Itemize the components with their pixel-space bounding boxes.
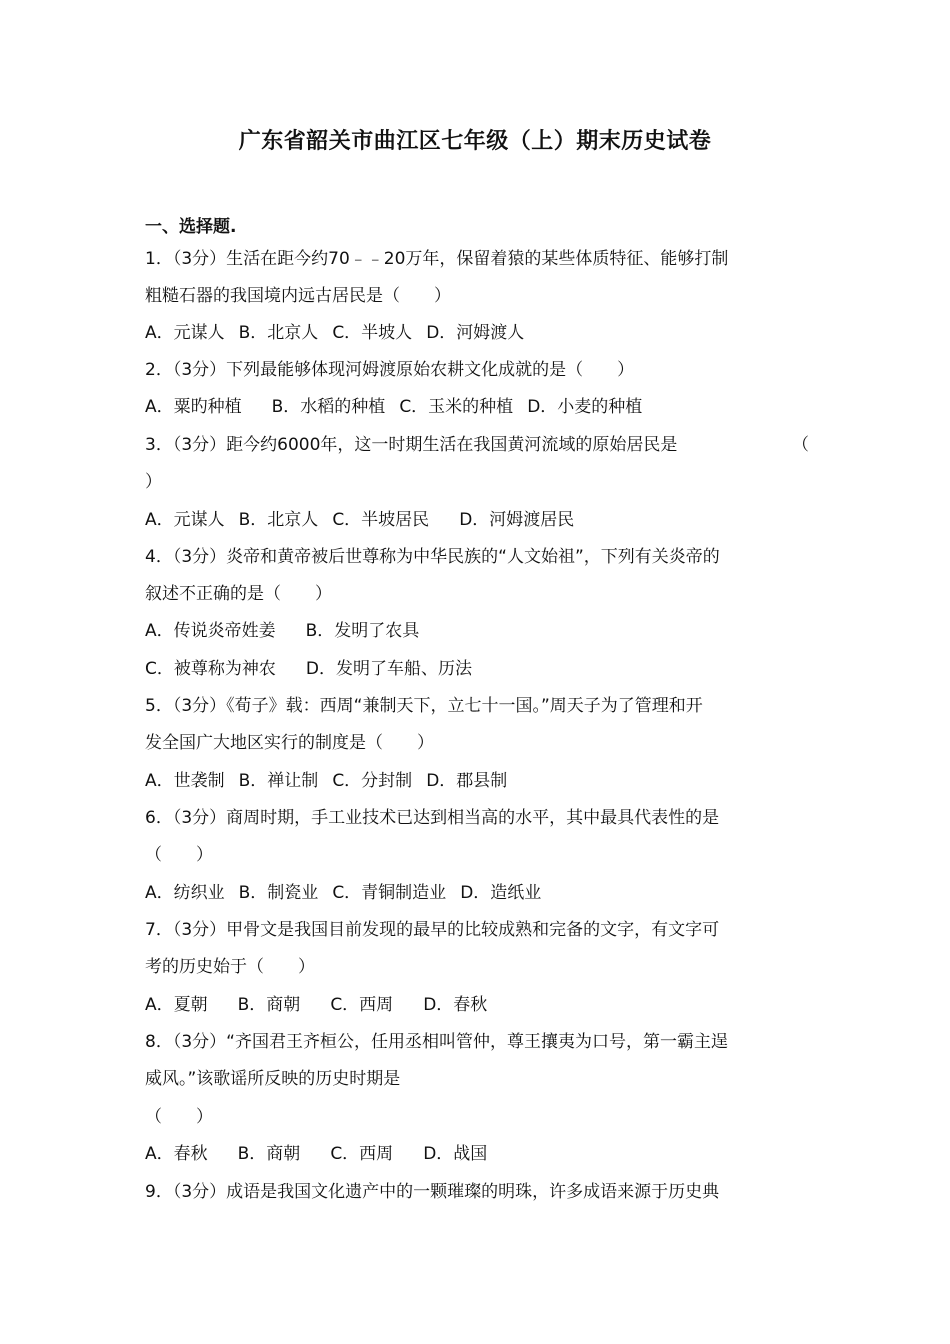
option-d: D．郡县制 [426,771,508,791]
question-5-options [145,770,521,792]
question-8-line-2: 威风。”该歌谣所反映的历史时期是 [145,1069,401,1089]
option-c: C．西周 [330,1144,394,1164]
option-c: C．被尊称为神农 [145,659,276,679]
question-6-line-1: 6．（3分）商周时期，手工业技术已达到相当高的水平，其中最具代表性的是 [145,808,720,828]
question-7-line-2: 考的历史始于（ ） [145,957,315,977]
page-title: 广东省韶关市曲江区七年级（上）期末历史试卷 [238,129,712,154]
option-d: D．造纸业 [460,883,542,903]
option-b: B．制瓷业 [238,883,319,903]
question-3-line-1: 3．（3分）距今约6000年，这一时期生活在我国黄河流域的原始居民是 [145,435,678,455]
option-a: A．夏朝 [145,995,208,1015]
question-2-options [145,396,656,418]
option-b: B．发明了农具 [305,621,420,641]
question-8-line-1: 8．（3分）“齐国君王齐桓公，任用丞相叫管仲，尊王攘夷为口号，第一霸主逞 [145,1032,728,1052]
option-a: A．元谋人 [145,510,225,530]
question-3-line-2: ） [145,472,162,492]
option-c: C．半坡人 [332,323,413,343]
question-1-line-1: 1．（3分）生活在距今约70﹣﹣20万年，保留着猿的某些体质特征、能够打制 [145,249,729,269]
question-3-options [145,509,588,531]
option-a: A．春秋 [145,1144,208,1164]
question-8-line-3: （ ） [145,1107,213,1127]
question-4-options-row-2 [145,658,486,680]
option-c: C．半坡居民 [332,510,430,530]
question-5-line-2: 发全国广大地区实行的制度是（ ） [145,733,434,753]
question-1-line-2: 粗糙石器的我国境内远古居民是（ ） [145,286,451,306]
question-8-options [145,1143,501,1165]
option-c: C．玉米的种植 [399,397,514,417]
option-d: D．发明了车船、历法 [305,659,472,679]
option-b: B．商朝 [237,1144,301,1164]
option-d: D．小麦的种植 [527,397,643,417]
option-b: B．水稻的种植 [271,397,386,417]
option-a: A．世袭制 [145,771,225,791]
question-4-line-1: 4．（3分）炎帝和黄帝被后世尊称为中华民族的“人文始祖”，下列有关炎帝的 [145,547,720,567]
option-a: A．元谋人 [145,323,225,343]
question-4-line-2: 叙述不正确的是（ ） [145,584,332,604]
option-b: B．商朝 [237,995,301,1015]
option-d: D．春秋 [423,995,488,1015]
option-c: C．西周 [330,995,394,1015]
option-c: C．分封制 [332,771,413,791]
question-5-line-1: 5．（3分）《荀子》载：西周“兼制天下，立七十一国。”周天子为了管理和开 [145,696,703,716]
question-7-line-1: 7．（3分）甲骨文是我国目前发现的最早的比较成熟和完备的文字，有文字可 [145,920,720,940]
question-6-line-2: （ ） [145,845,213,865]
option-a: A．纺织业 [145,883,225,903]
option-c: C．青铜制造业 [332,883,447,903]
question-1-options [145,322,538,344]
question-9-line-1: 9．（3分）成语是我国文化遗产中的一颗璀璨的明珠，许多成语来源于历史典 [145,1182,720,1202]
question-4-options-row-1 [145,620,433,642]
option-b: B．北京人 [238,510,319,530]
question-6-options [145,882,555,904]
question-2-line-1: 2．（3分）下列最能够体现河姆渡原始农耕文化成就的是（ ） [145,360,635,380]
question-7-options [145,994,501,1016]
option-d: D．河姆渡人 [426,323,525,343]
option-d: D．河姆渡居民 [459,510,575,530]
question-3-paren-open: （ [792,435,809,455]
option-a: A．粟旳种植 [145,397,242,417]
option-d: D．战国 [423,1144,488,1164]
option-b: B．北京人 [238,323,319,343]
section-heading: 一、选择题. [145,217,237,237]
option-a: A．传说炎帝姓姜 [145,621,276,641]
option-b: B．禅让制 [238,771,319,791]
